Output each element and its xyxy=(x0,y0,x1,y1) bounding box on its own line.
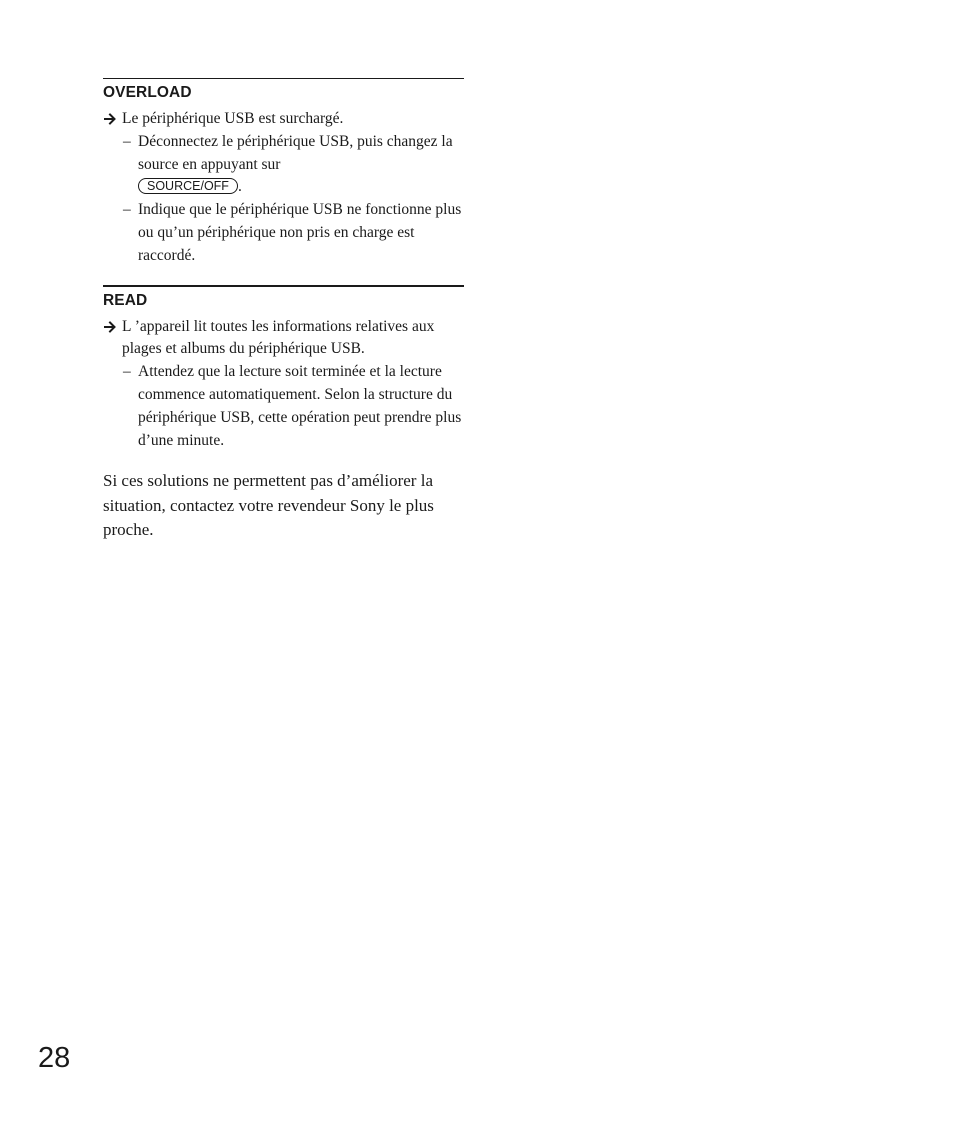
remedy-suffix: . xyxy=(237,178,242,196)
closing-note: Si ces solutions ne permettent pas d’améliorer la situation, contactez votre revendeur Sony le plus proche. xyxy=(103,471,434,540)
arrow-right-icon xyxy=(103,108,117,130)
page-number: 28 xyxy=(38,1042,71,1074)
content-column xyxy=(103,78,464,560)
cause-text: Le périphérique USB est surchargé. xyxy=(122,110,344,127)
cause-item xyxy=(103,316,464,362)
section-heading: OVERLOAD xyxy=(103,84,192,101)
section-overload xyxy=(103,78,464,268)
section-heading: READ xyxy=(103,291,148,309)
cause-item xyxy=(103,108,464,131)
section-read xyxy=(103,285,464,453)
remedy-text: Attendez que la lecture soit terminée et la lecture commence automatiquement. Selon la structure du périphérique USB, cette opération peut prendre plus d’une minute. xyxy=(138,363,462,449)
remedy-item xyxy=(103,131,464,199)
remedy-text: Déconnectez le périphérique USB, puis changez la source en appuyant sur xyxy=(138,132,453,173)
remedy-item xyxy=(103,361,464,452)
dash-marker: – xyxy=(123,201,131,219)
source-off-button-label: SOURCE/OFF xyxy=(138,178,238,194)
remedy-text: Indique que le périphérique USB ne fonctionne plus ou qu’un périphérique non pris en charge est raccordé. xyxy=(138,201,462,264)
cause-text: L ’appareil lit toutes les informations relatives aux plages et albums du périphérique USB. xyxy=(122,317,435,358)
arrow-right-icon xyxy=(103,316,117,338)
remedy-item xyxy=(103,199,464,267)
dash-marker: – xyxy=(123,132,131,150)
dash-marker: – xyxy=(123,363,131,381)
